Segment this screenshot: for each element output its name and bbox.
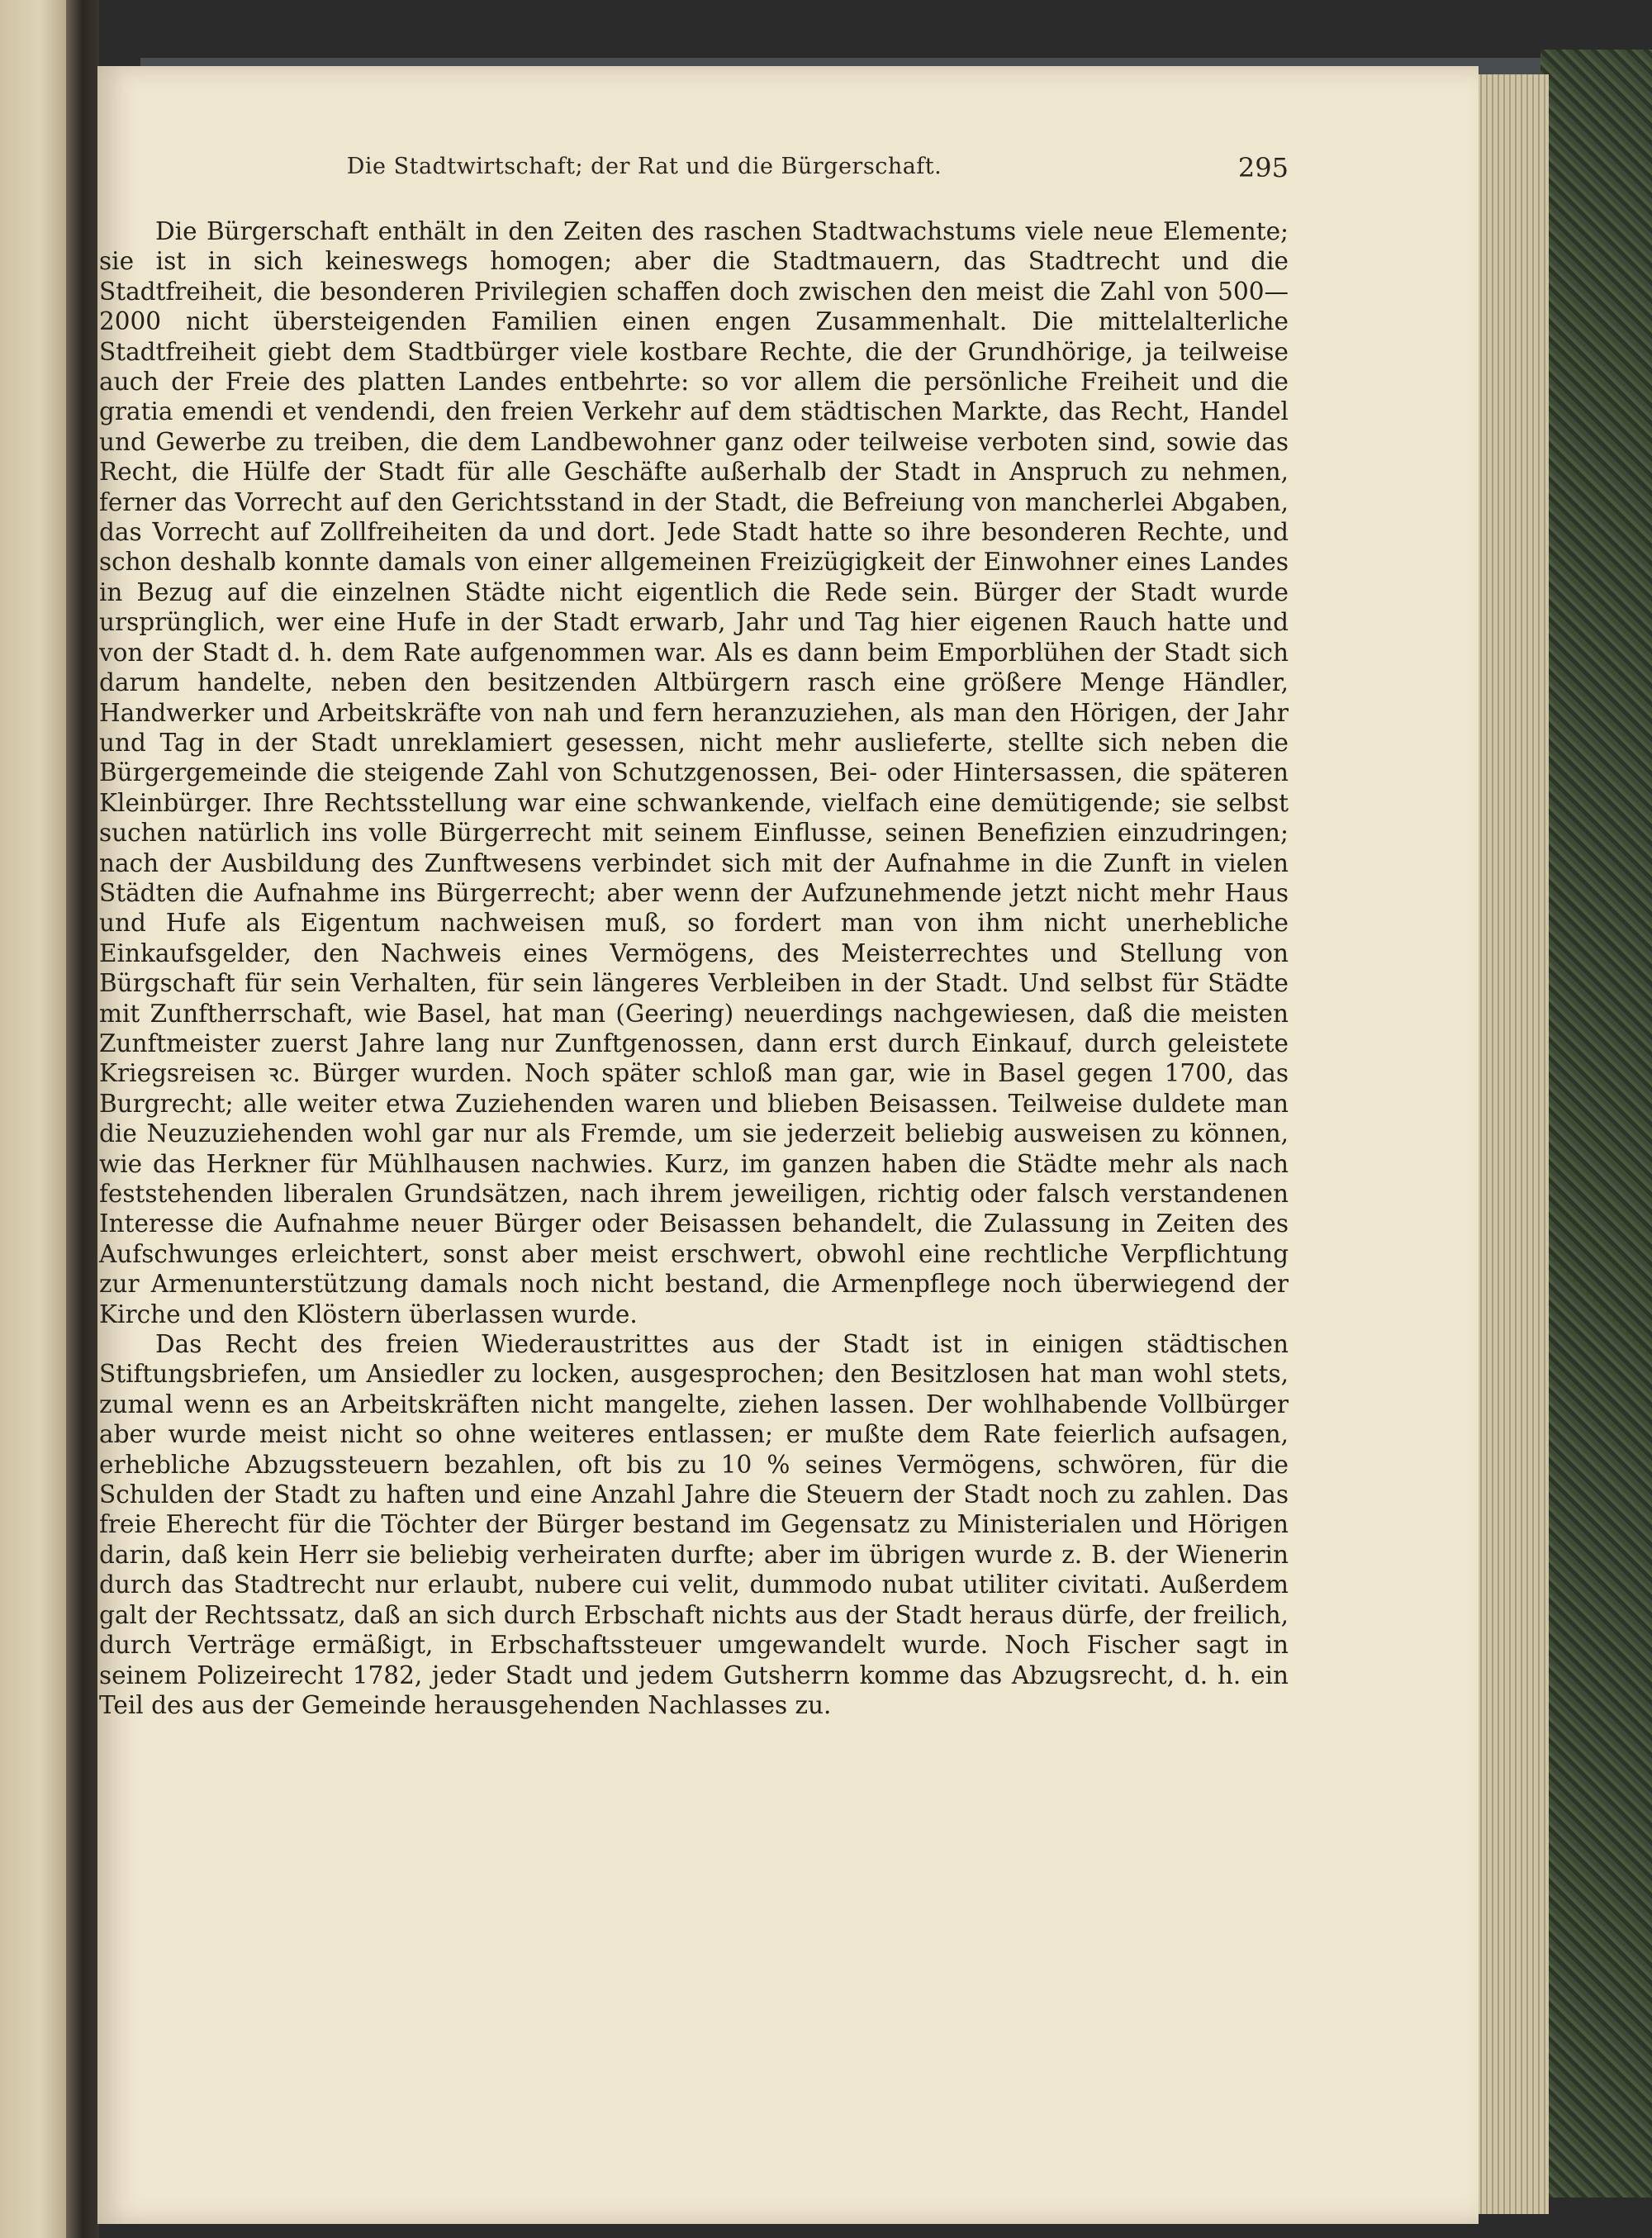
- paragraph-2: Das Recht des freien Wiederaustrittes aus der Stadt ist in einigen städtischen Stiftungsbriefen, um Ansiedler zu locken, ausgesprochen; den Besitzlosen hat man wohl stets, zumal wenn es an Arbeitskräften nicht mangelte, ziehen lassen. Der wohlhabende Vollbürger aber wurde meist nicht so ohne weiteres entlassen; er mußte dem Rate feierlich aufsagen, erhebliche Abzugssteuern bezahlen, oft bis zu 10 % seines Vermögens, schwören, für die Schulden der Stadt zu haften und eine Anzahl Jahre die Steuern der Stadt noch zu zahlen. Das freie Eherecht für die Töchter der Bürger bestand im Gegensatz zu Ministerialen und Hörigen darin, daß kein Herr sie beliebig verheiraten durfte; aber im übrigen wurde z. B. der Wienerin durch das Stadtrecht nur erlaubt, nubere cui velit, dummodo nubat utiliter civitati. Außerdem galt der Rechtssatz, daß an sich durch Erbschaft nichts aus der Stadt heraus dürfe, der freilich, durch Verträge ermäßigt, in Erbschaftssteuer umgewandelt wurde. Noch Fischer sagt in seinem Polizeirecht 1782, jeder Stadt und jedem Gutsherrn komme das Abzugsrecht, d. h. ein Teil des aus der Gemeinde herausgehenden Nachlasses zu.: [99, 1330, 1289, 1719]
- page-header: [99, 154, 1289, 203]
- page-number: 295: [1237, 152, 1289, 183]
- page-edges: [1470, 74, 1549, 2214]
- paragraph-1: Die Bürgerschaft enthält in den Zeiten des raschen Stadtwachstums viele neue Elemente; sie ist in sich keineswegs homogen; aber die Stadtmauern, das Stadtrecht und die Stadtfreiheit, die besonderen Privilegien schaffen doch zwischen den meist die Zahl von 500—2000 nicht übersteigenden Familien einen engen Zusammenhalt. Die mittelalterliche Stadtfreiheit giebt dem Stadtbürger viele kostbare Rechte, die der Grundhörige, ja teilweise auch der Freie des platten Landes entbehrte: so vor allem die persönliche Freiheit und die gratia emendi et vendendi, den freien Verkehr auf dem städtischen Markte, das Recht, Handel und Gewerbe zu treiben, die dem Landbewohner ganz oder teilweise verboten sind, sowie das Recht, die Hülfe der Stadt für alle Geschäfte außerhalb der Stadt in Anspruch zu nehmen, ferner das Vorrecht auf den Gerichtsstand in der Stadt, die Befreiung von mancherlei Abgaben, das Vorrecht auf Zollfreiheiten da und dort. Jede Stadt hatte so ihre besonderen Rechte, und schon deshalb konnte damals von einer allgemeinen Freizügigkeit der Einwohner eines Landes in Bezug auf die einzelnen Städte nicht eigentlich die Rede sein. Bürger der Stadt wurde ursprünglich, wer eine Hufe in der Stadt erwarb, Jahr und Tag hier eigenen Rauch hatte und von der Stadt d. h. dem Rate aufgenommen war. Als es dann beim Emporblühen der Stadt sich darum handelte, neben den besitzenden Altbürgern rasch eine größere Menge Händler, Handwerker und Arbeitskräfte von nah und fern heranzuziehen, als man den Hörigen, der Jahr und Tag in der Stadt unreklamiert gesessen, nicht mehr auslieferte, stellte sich neben die Bürgergemeinde die steigende Zahl von Schutzgenossen, Bei- oder Hintersassen, die späteren Kleinbürger. Ihre Rechtsstellung war eine schwankende, vielfach eine demütigende; sie selbst suchen natürlich ins volle Bürgerrecht mit seinem Einflusse, seinen Benefizien einzudringen; nach der Ausbildung des Zunftwesens verbindet sich mit der Aufnahme in die Zunft in vielen Städten die Aufnahme ins Bürgerrecht; aber wenn der Aufzunehmende jetzt nicht mehr Haus und Hufe als Eigentum nachweisen muß, so fordert man von ihm nicht unerhebliche Einkaufsgelder, den Nachweis eines Vermögens, des Meisterrechtes und Stellung von Bürgschaft für sein Verhalten, für sein längeres Verbleiben in der Stadt. Und selbst für Städte mit Zunftherrschaft, wie Basel, hat man (Geering) neuerdings nachgewiesen, daß die meisten Zunftmeister zuerst Jahre lang nur Zunftgenossen, dann erst durch Einkauf, durch geleistete Kriegsreisen ꝛc. Bürger wurden. Noch später schloß man gar, wie in Basel gegen 1700, das Burgrecht; alle weiter etwa Zuziehenden waren und blieben Beisassen. Teilweise duldete man die Neuzuziehenden wohl gar nur als Fremde, um sie jederzeit beliebig ausweisen zu können, wie das Herkner für Mühlhausen nachwies. Kurz, im ganzen haben die Städte mehr als nach feststehenden liberalen Grundsätzen, nach ihrem jeweiligen, richtig oder falsch verstandenen Interesse die Aufnahme neuer Bürger oder Beisassen behandelt, die Zulassung in Zeiten des Aufschwunges erleichtert, sonst aber meist erschwert, obwohl eine rechtliche Verpflichtung zur Armenunterstützung damals noch nicht bestand, die Armenpflege noch überwiegend der Kirche und den Klöstern überlassen wurde.: [99, 217, 1289, 1328]
- book-cover-marbled: [1540, 50, 1652, 2198]
- running-title: Die Stadtwirtschaft; der Rat und die Bürgerschaft.: [346, 154, 942, 179]
- facing-page-edge: [0, 0, 66, 2238]
- book-gutter: [66, 0, 99, 2238]
- body-text: [99, 216, 1289, 1720]
